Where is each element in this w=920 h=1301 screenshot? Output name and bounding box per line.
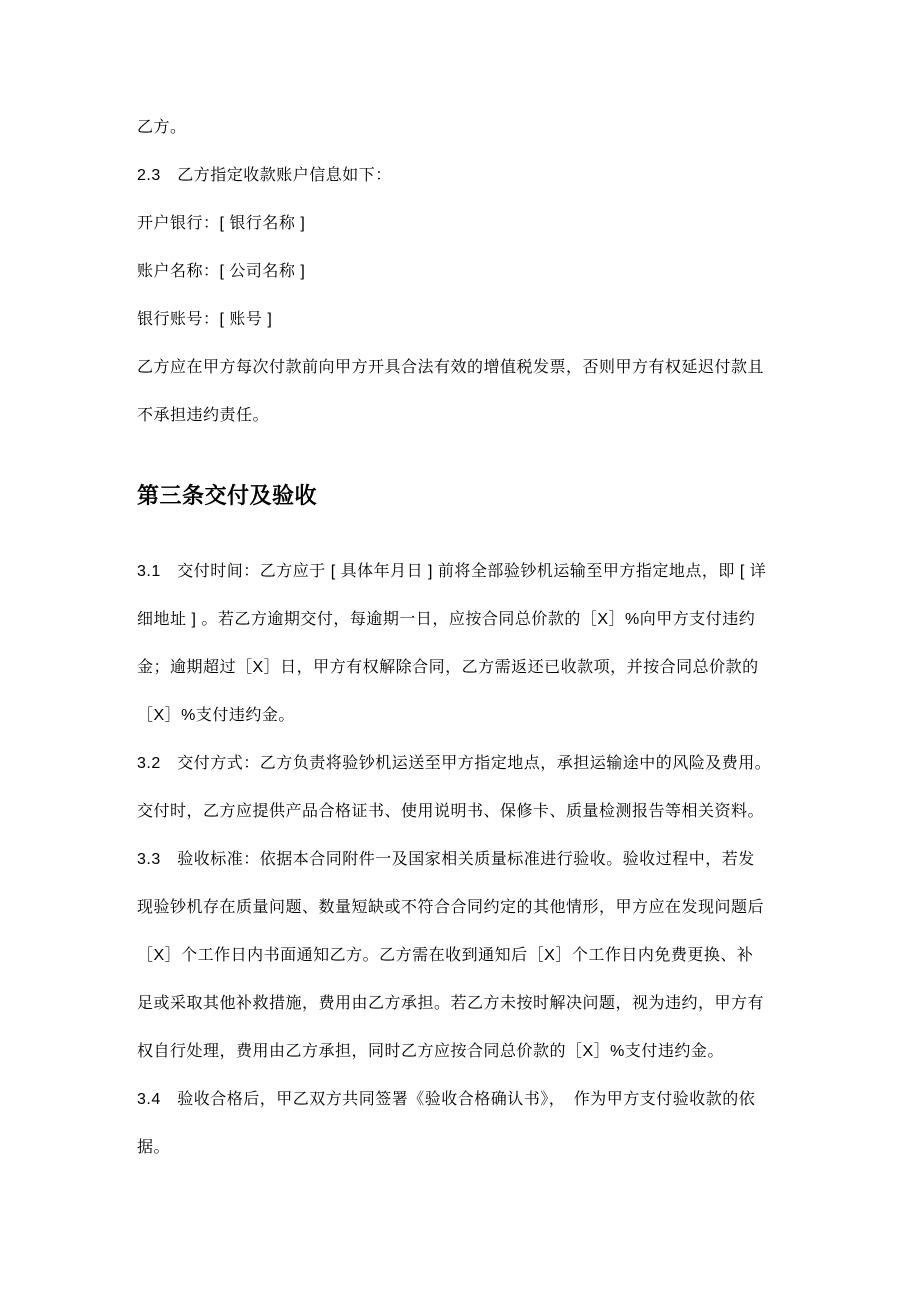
- clause-3-4-line-1: 3.4 验收合格后，甲乙双方共同签署《验收合格确认书》， 作为甲方支付验收款的依: [137, 1091, 756, 1108]
- document-line: 乙方。: [137, 119, 187, 136]
- clause-3-1-line-4: ［X］%支付违约金。: [137, 707, 295, 724]
- clause-3-1-line-2: 细地址 ] 。若乙方逾期交付，每逾期一日，应按合同总价款的［X］%向甲方支付违约: [137, 611, 756, 628]
- clause-3-4-line-2: 据。: [137, 1139, 171, 1156]
- clause-3-2-line-2: 交付时，乙方应提供产品合格证书、使用说明书、保修卡、质量检测报告等相关资料。: [137, 803, 765, 820]
- clause-3-3-line-5: 权自行处理，费用由乙方承担，同时乙方应按合同总价款的［X］%支付违约金。: [137, 1043, 724, 1060]
- account-name-line: 账户名称：[ 公司名称 ]: [137, 263, 306, 280]
- section-heading-article-3: 第三条交付及验收: [137, 483, 318, 508]
- clause-3-3-line-2: 现验钞机存在质量问题、数量短缺或不符合合同约定的其他情形，甲方应在发现问题后: [137, 899, 765, 916]
- bank-name-line: 开户银行：[ 银行名称 ]: [137, 215, 306, 232]
- clause-2-3-line: 2.3 乙方指定收款账户信息如下：: [137, 167, 392, 184]
- invoice-clause-line-2: 不承担违约责任。: [137, 407, 270, 424]
- clause-3-3-line-3: ［X］个工作日内书面通知乙方。乙方需在收到通知后［X］个工作日内免费更换、补: [137, 947, 754, 964]
- clause-3-1-line-1: 3.1 交付时间：乙方应于 [ 具体年月日 ] 前将全部验钞机运输至甲方指定地点，即 [ 详: [137, 563, 767, 580]
- bank-account-line: 银行账号：[ 账号 ]: [137, 311, 273, 328]
- invoice-clause-line-1: 乙方应在甲方每次付款前向甲方开具合法有效的增值税发票，否则甲方有权延迟付款且: [137, 359, 765, 376]
- clause-3-3-line-1: 3.3 验收标准：依据本合同附件一及国家相关质量标准进行验收。验收过程中，若发: [137, 851, 755, 868]
- clause-3-3-line-4: 足或采取其他补救措施，费用由乙方承担。若乙方未按时解决问题，视为违约，甲方有: [137, 995, 765, 1012]
- clause-3-2-line-1: 3.2 交付方式：乙方负责将验钞机运送至甲方指定地点，承担运输途中的风险及费用。: [137, 755, 772, 772]
- clause-3-1-line-3: 金；逾期超过［X］日，甲方有权解除合同，乙方需返还已收款项，并按合同总价款的: [137, 659, 759, 676]
